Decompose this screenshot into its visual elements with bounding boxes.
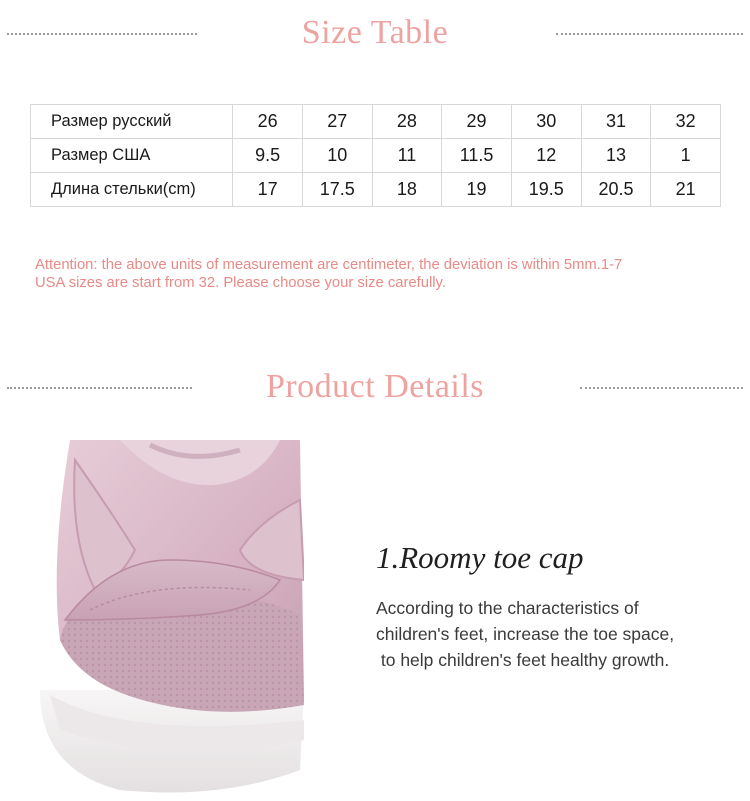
- table-cell: 30: [511, 105, 581, 139]
- feature-title: 1.Roomy toe cap: [376, 540, 584, 575]
- table-cell: 10: [302, 139, 372, 173]
- row-label: Длина стельки(cm): [31, 173, 233, 207]
- row-label: Размер США: [31, 139, 233, 173]
- table-cell: 32: [651, 105, 721, 139]
- table-cell: 31: [581, 105, 651, 139]
- table-row: [31, 139, 721, 173]
- table-row: [31, 105, 721, 139]
- divider-right: [556, 33, 743, 35]
- table-cell: 29: [442, 105, 512, 139]
- table-cell: 27: [302, 105, 372, 139]
- table-cell: 26: [233, 105, 303, 139]
- size-note-line: Attention: the above units of measurement are centimeter, the deviation is within 5mm.1-7: [35, 257, 623, 273]
- table-cell: 19.5: [511, 173, 581, 207]
- product-details-header: [0, 366, 750, 416]
- table-cell: 28: [372, 105, 442, 139]
- size-note: [35, 256, 735, 292]
- feature-description: [376, 595, 674, 673]
- size-table-header: [0, 10, 750, 60]
- feature-desc-line: to help children's feet healthy growth.: [376, 650, 670, 670]
- table-cell: 18: [372, 173, 442, 207]
- size-table: [30, 104, 721, 207]
- table-cell: 17: [233, 173, 303, 207]
- table-cell: 1: [651, 139, 721, 173]
- shoe-toe-photo: [0, 440, 304, 801]
- table-cell: 21: [651, 173, 721, 207]
- size-table-title: Size Table: [301, 14, 449, 51]
- table-cell: 12: [511, 139, 581, 173]
- feature-desc-line: children's feet, increase the toe space,: [376, 624, 675, 644]
- table-cell: 13: [581, 139, 651, 173]
- table-cell: 17.5: [302, 173, 372, 207]
- row-label: Размер русский: [31, 105, 233, 139]
- table-cell: 19: [442, 173, 512, 207]
- table-row: [31, 173, 721, 207]
- divider-right: [580, 387, 743, 389]
- table-cell: 9.5: [233, 139, 303, 173]
- shoe-illustration: [0, 440, 304, 801]
- table-cell: 20.5: [581, 173, 651, 207]
- size-note-line: USA sizes are start from 32. Please choose your size carefully.: [35, 275, 446, 291]
- feature-desc-line: According to the characteristics of: [376, 598, 639, 618]
- product-details-title: Product Details: [265, 368, 485, 405]
- table-cell: 11.5: [442, 139, 512, 173]
- table-cell: 11: [372, 139, 442, 173]
